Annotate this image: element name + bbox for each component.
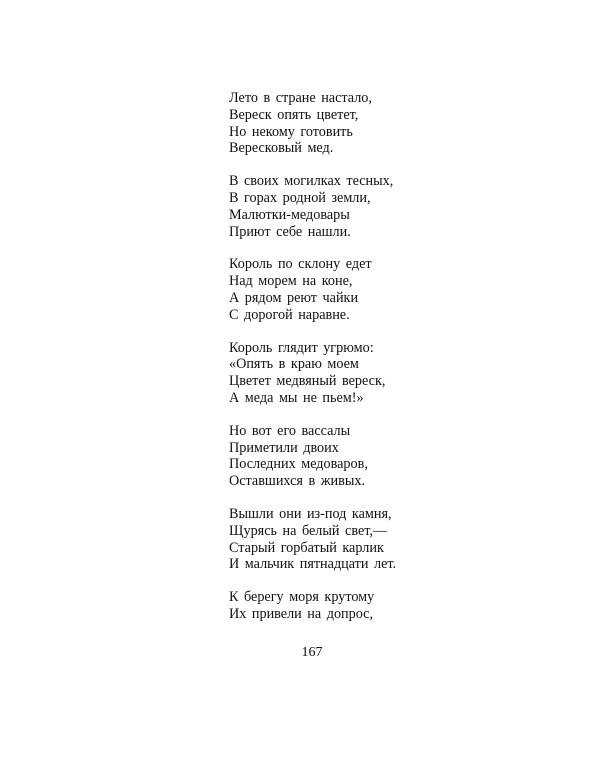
- poem-line: Вышли они из-под камня,: [229, 505, 392, 522]
- poem-line: «Опять в краю моем: [229, 356, 359, 373]
- stanza-1: [229, 90, 489, 157]
- poem-line: Цветет медвяный вереск,: [229, 373, 386, 390]
- poem-line: А рядом реют чайки: [229, 289, 359, 306]
- poem-line: Приют себе нашли.: [229, 223, 351, 240]
- poem-line: Малютки-медовары: [229, 206, 350, 223]
- poem-line: Король по склону едет: [229, 256, 372, 273]
- page-number-text: 167: [301, 645, 323, 660]
- poem-line: Король глядит угрюмо:: [229, 339, 374, 356]
- poem-line: Щурясь на белый свет,—: [229, 522, 388, 539]
- poem-line: Но некому готовить: [229, 123, 353, 140]
- stanza-5: [229, 423, 489, 490]
- page-number: [0, 645, 600, 661]
- poem-line: Над морем на коне,: [229, 273, 353, 290]
- poem-line: Старый горбатый карлик: [229, 539, 384, 556]
- poem-text: [229, 90, 489, 639]
- poem-line: К берегу моря крутому: [229, 589, 375, 606]
- poem-line: Вереск опять цветет,: [229, 106, 359, 123]
- stanza-4: [229, 340, 489, 407]
- stanza-7: [229, 589, 489, 623]
- poem-line: Последних медоваров,: [229, 456, 368, 473]
- poem-line: В своих могилках тесных,: [229, 173, 394, 190]
- poem-line: В горах родной земли,: [229, 189, 371, 206]
- stanza-6: [229, 506, 489, 573]
- poem-line: Оставшихся в живых.: [229, 473, 365, 490]
- poem-line: И мальчик пятнадцати лет.: [229, 556, 397, 573]
- poem-line: Их привели на допрос,: [229, 605, 374, 622]
- poem-line: Приметили двоих: [229, 439, 339, 456]
- poem-line: Лето в стране настало,: [229, 90, 372, 106]
- poem-line: Но вот его вассалы: [229, 422, 351, 439]
- stanza-2: [229, 173, 489, 240]
- poem-line: А меда мы не пьем!»: [229, 389, 364, 406]
- poem-line: С дорогой наравне.: [229, 306, 350, 323]
- poem-line: Вересковый мед.: [229, 140, 334, 157]
- stanza-3: [229, 256, 489, 323]
